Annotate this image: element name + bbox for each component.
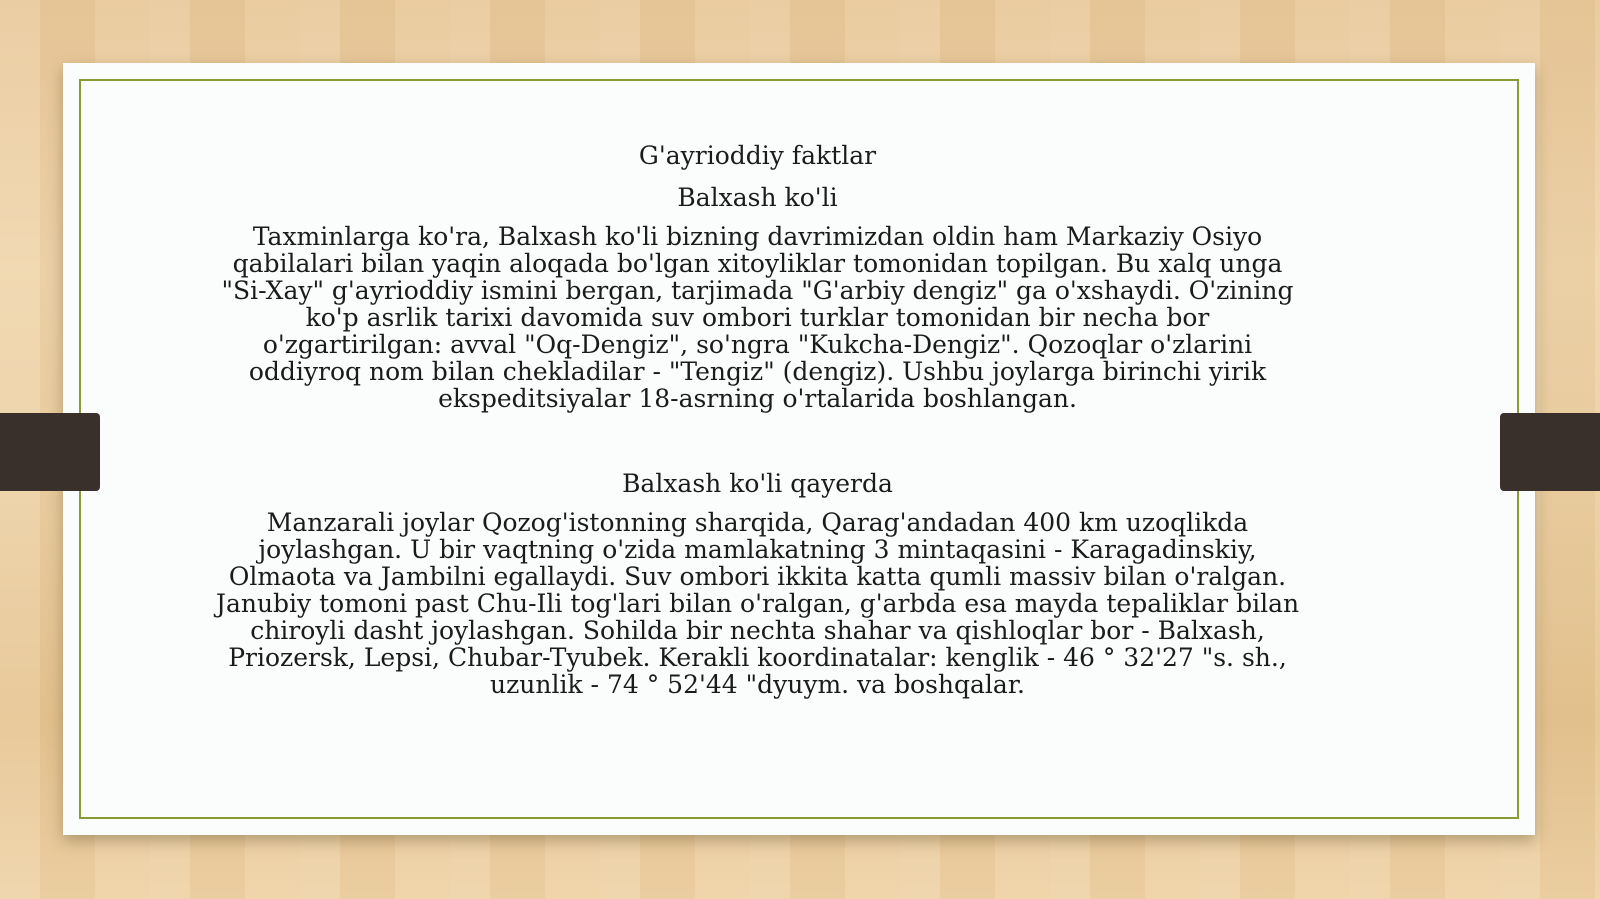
right-binder-clip bbox=[1500, 413, 1600, 491]
location-paragraph: Manzarali joylar Qozog'istonning sharqida, Qarag'andadan 400 km uzoqlikda joylashgan. U bir vaqtning o'zida mamlakatning 3 mintaqasini - Karagadinskiy, Olmaota va Jambilni egallaydi. Suv ombori ikkita katta qumli massiv bilan o'ralgan. Janubiy tomoni past Chu-Ili tog'lari bilan o'ralgan, g'arbda esa mayda tepaliklar bilan chiroyli dasht joylashgan. Sohilda bir nechta shahar va qishloqlar bor - Balxash, Priozersk, Lepsi, Chubar-Tyubek. Kerakli koordinatalar: kenglik - 46 ° 32'27 "s. sh., uzunlik - 74 ° 52'44 "dyuym. va boshqalar. bbox=[215, 508, 1300, 699]
history-paragraph: Taxminlarga ko'ra, Balxash ko'li bizning davrimizdan oldin ham Markaziy Osiyo qabilalari bilan yaqin aloqada bo'lgan xitoyliklar tomonidan topilgan. Bu xalq unga "Si-Xay" g'ayrioddiy ismini bergan, tarjimada "G'arbiy dengiz" ga o'xshaydi. O'zining ko'p asrlik tarixi davomida suv ombori turklar tomonidan bir necha bor o'zgartirilgan: avval "Oq-Dengiz", so'ngra "Kukcha-Dengiz". Qozoqlar o'zlarini oddiyroq nom bilan chekladilar - "Tengiz" (dengiz). Ushbu joylarga birinchi yirik ekspeditsiyalar 18-asrning o'rtalarida boshlangan. bbox=[221, 222, 1294, 413]
slide-subtitle: Balxash ko'li bbox=[677, 183, 838, 212]
location-heading: Balxash ko'li qayerda bbox=[622, 469, 893, 498]
left-binder-clip bbox=[0, 413, 100, 491]
section-gap bbox=[200, 412, 1315, 468]
slide-title: G'ayrioddiy faktlar bbox=[638, 141, 877, 170]
slide-content bbox=[200, 140, 1315, 698]
